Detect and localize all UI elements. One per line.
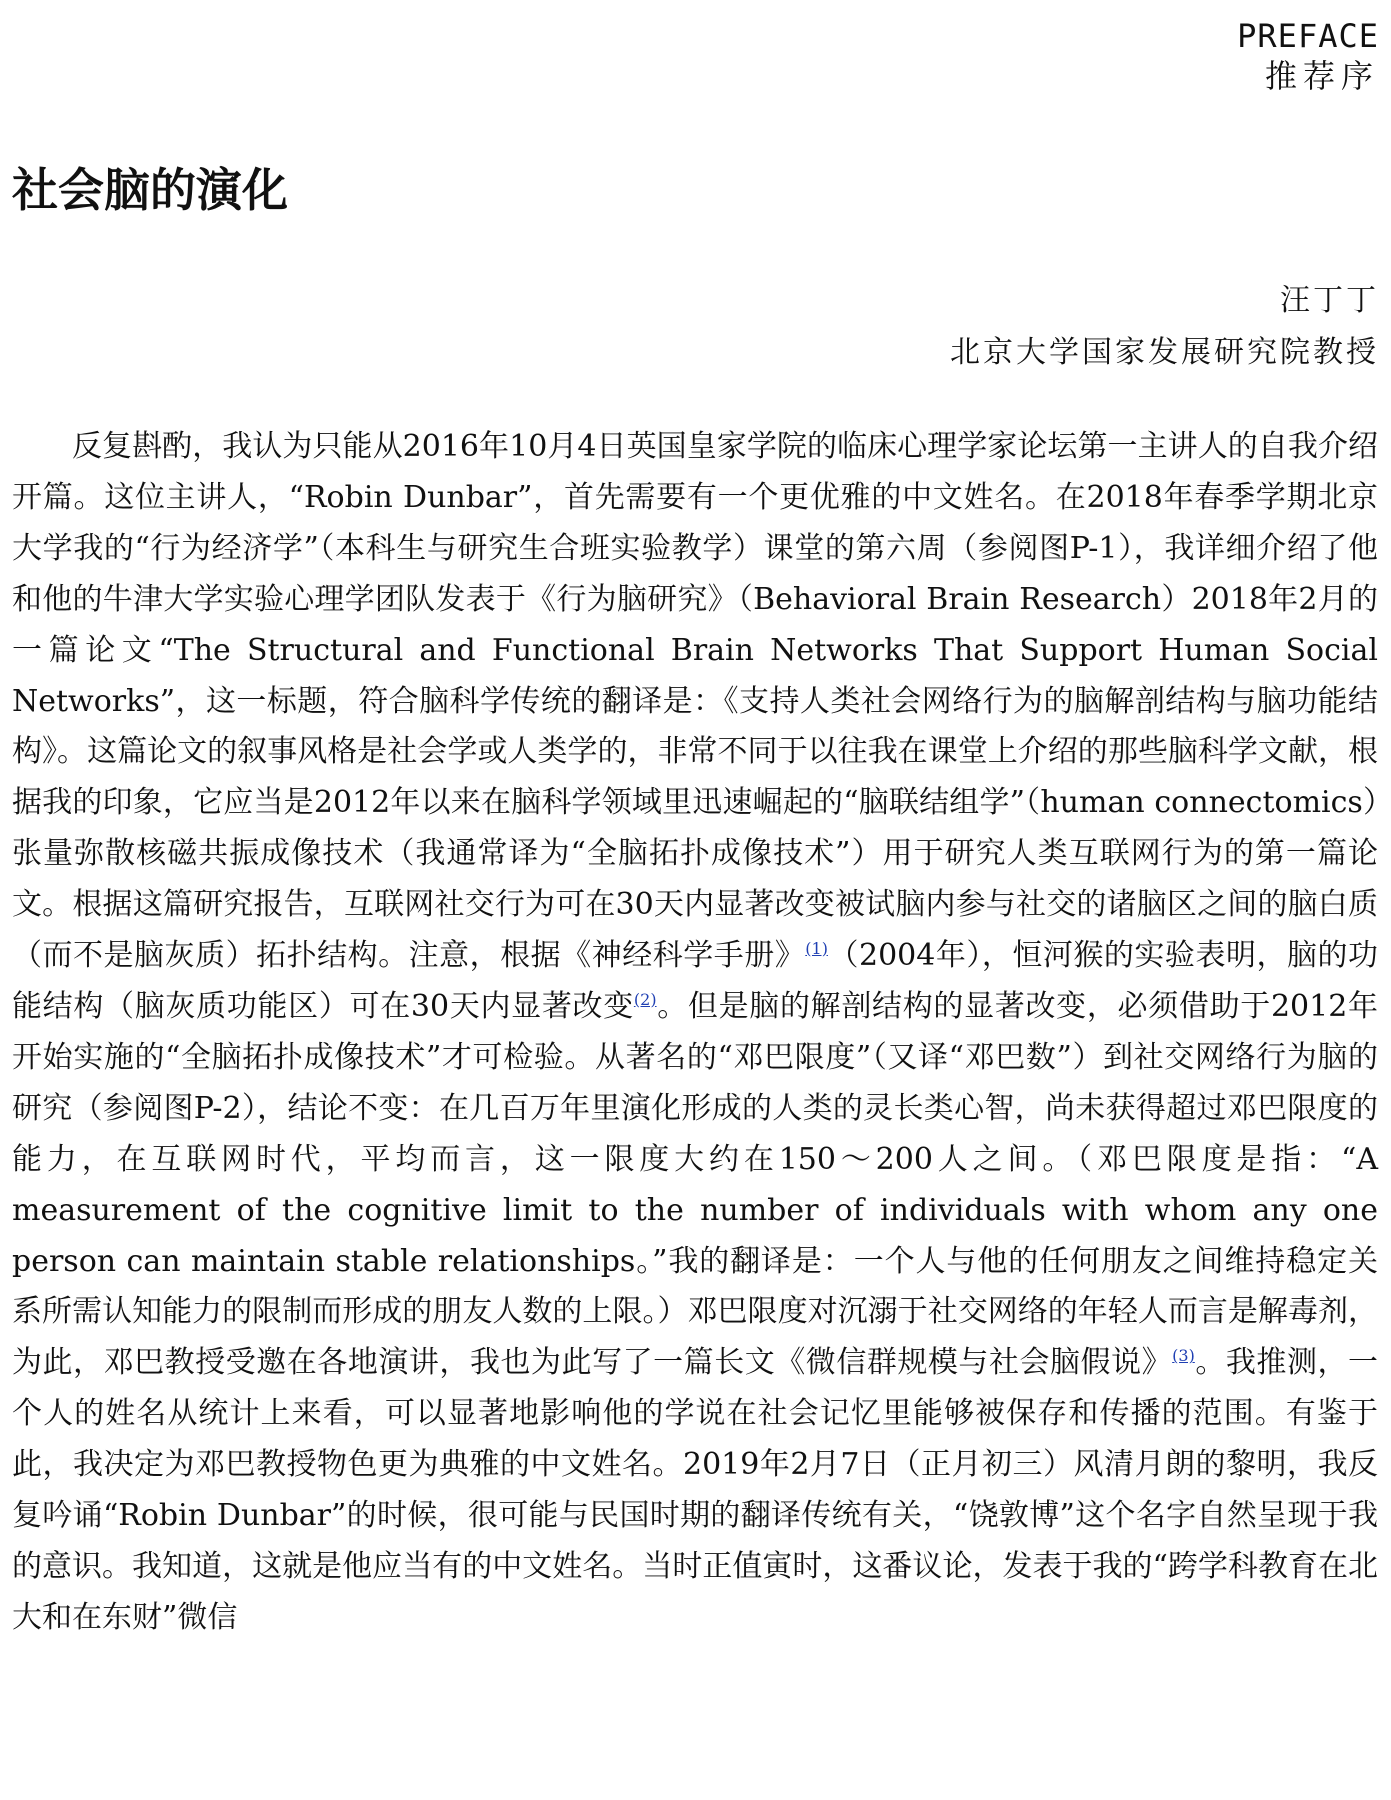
footnote-link-3[interactable]: (3): [1172, 1346, 1195, 1366]
section-label-zh: 推荐序: [1264, 57, 1379, 95]
body-text-segment-3: 。但是脑的解剖结构的显著改变，必须借助于2012年开始实施的“全脑拓扑成像技术”才可检验。从著名的“邓巴限度”（又译“邓巴数”）到社交网络行为脑的研究（参阅图P-2），结论不变：在几百万年里演化形成的人类的灵长类心智，尚未获得超过邓巴限度的能力，在互联网时代，平均而言，这一限度大约在150～200人之间。（邓巴限度是指：“A measurement of the cognitive limit to the number of individuals with whom any one person can maintain stable relationships。”我的翻译是：一个人与他的任何朋友之间维持稳定关系所需认知能力的限制而形成的朋友人数的上限。）邓巴限度对沉溺于社交网络的年轻人而言是解毒剂，为此，邓巴教授受邀在各地演讲，我也为此写了一篇长文《微信群规模与社会脑假说》: [12, 988, 1378, 1381]
body-text-segment-4: 。我推测，一个人的姓名从统计上来看，可以显著地影响他的学说在社会记忆里能够被保存和传播的范围。有鉴于此，我决定为邓巴教授物色更为典雅的中文姓名。2019年2月7日（正月初三）风清月朗的黎明，我反复吟诵“Robin Dunbar”的时候，很可能与民国时期的翻译传统有关，“饶敦博”这个名字自然呈现于我的意识。我知道，这就是他应当有的中文姓名。当时正值寅时，这番议论，发表于我的“跨学科教育在北大和在东财”微信: [12, 1345, 1379, 1635]
author-byline: [950, 275, 1379, 379]
author-name: 汪丁丁: [1280, 283, 1379, 318]
body-text-segment-1: 反复斟酌，我认为只能从2016年10月4日英国皇家学院的临床心理学家论坛第一主讲人的自我介绍开篇。这位主讲人，“Robin Dunbar”，首先需要有一个更优雅的中文姓名。在2018年春季学期北京大学我的“行为经济学”（本科生与研究生合班实验教学）课堂的第六周（参阅图P-1），我详细介绍了他和他的牛津大学实验心理学团队发表于《行为脑研究》（Behavioral Brain Research）2018年2月的一篇论文“The Structural and Functional Brain Networks That Support Human Social Networks”，这一标题，符合脑科学传统的翻译是：《支持人类社会网络行为的脑解剖结构与脑功能结构》。这篇论文的叙事风格是社会学或人类学的，非常不同于以往我在课堂上介绍的那些脑科学文献，根据我的印象，它应当是2012年以来在脑科学领域里迅速崛起的“脑联结组学”（human connectomics）张量弥散核磁共振成像技术（我通常译为“全脑拓扑成像技术”）用于研究人类互联网行为的第一篇论文。根据这篇研究报告，互联网社交行为可在30天内显著改变被试脑内参与社交的诸脑区之间的脑白质（而不是脑灰质）拓扑结构。注意，根据《神经科学手册》: [12, 429, 1378, 974]
section-label-en: PREFACE: [1237, 17, 1379, 55]
section-label: [1237, 16, 1379, 96]
footnote-link-2[interactable]: (2): [633, 989, 657, 1009]
body-paragraph: [12, 422, 1378, 1644]
article-title: 社会脑的演化: [12, 163, 288, 217]
body-text-segment-2: （2004年），恒河猴的实验表明，脑的功能结构（脑灰质功能区）可在30天内显著改变: [12, 938, 1379, 1024]
author-affiliation: 北京大学国家发展研究院教授: [950, 335, 1379, 370]
footnote-link-1[interactable]: (1): [805, 939, 828, 959]
